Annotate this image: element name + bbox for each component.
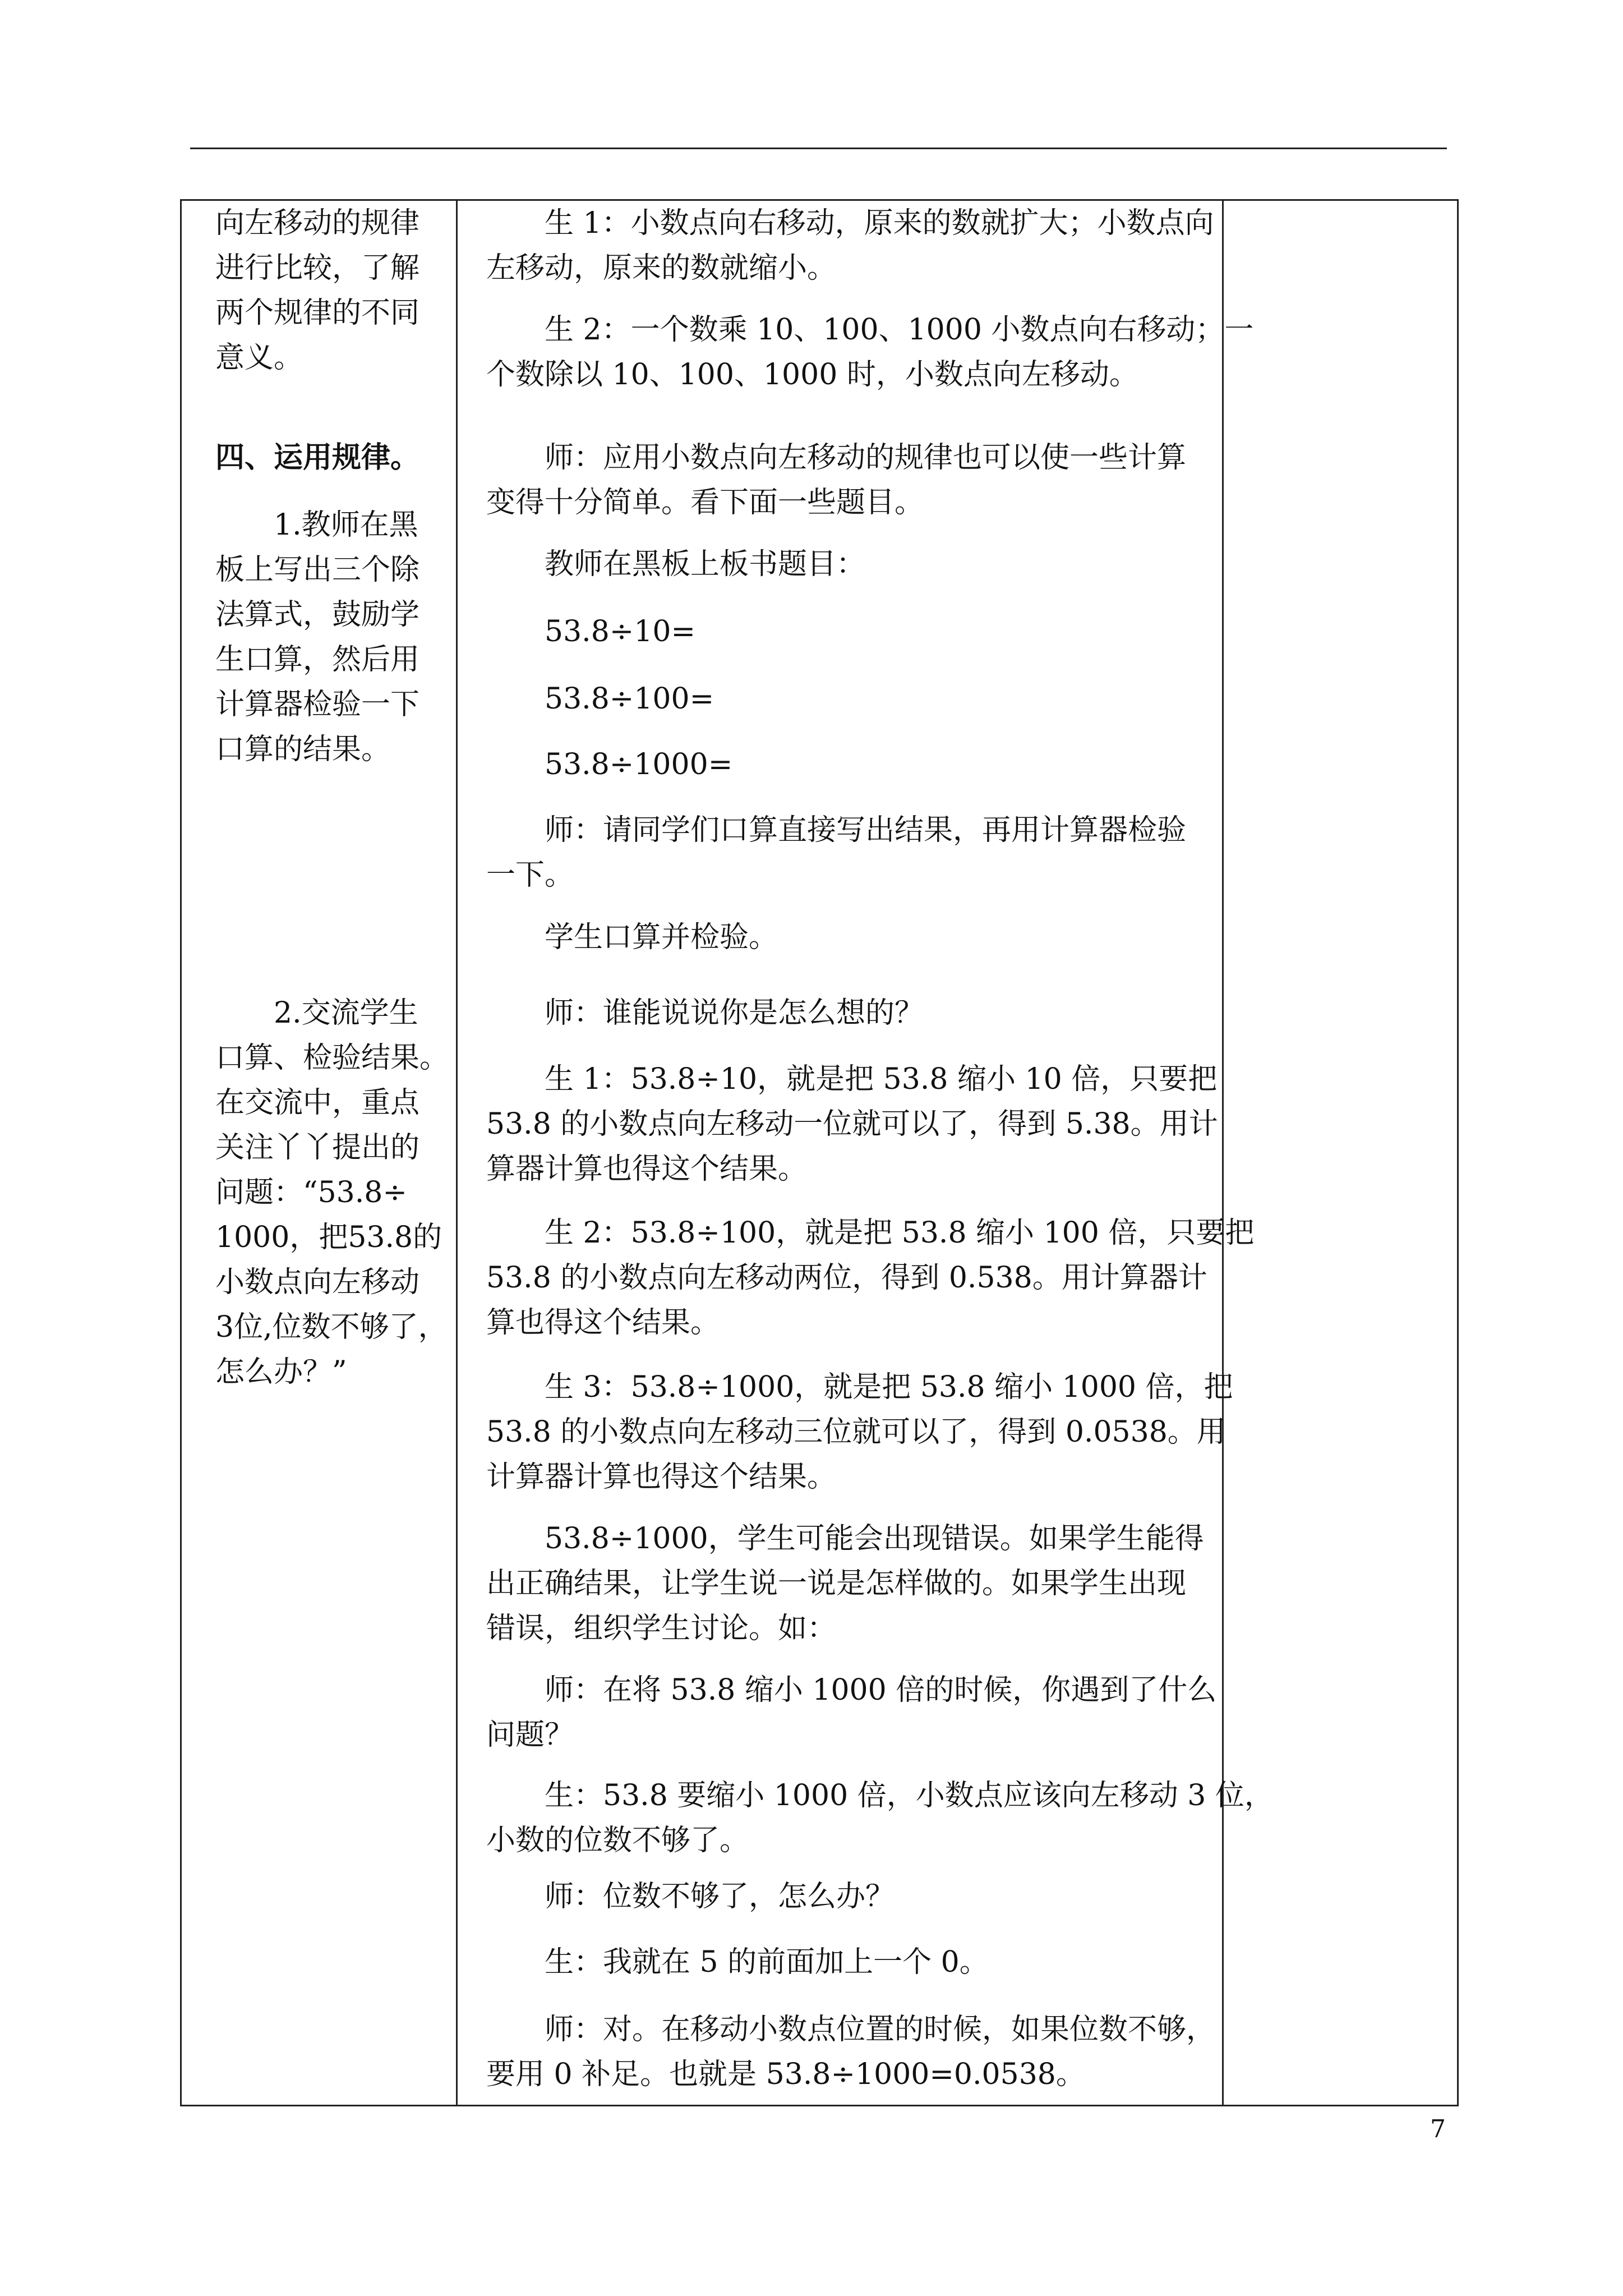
text-line: 师：应用小数点向左移动的规律也可以使一些计算 <box>545 441 1187 475</box>
text-line: 师：请同学们口算直接写出结果，再用计算器检验 <box>545 813 1187 847</box>
column-divider-1 <box>456 201 458 2105</box>
paragraph <box>486 808 1186 898</box>
text-line: 两个规律的不同 <box>215 296 420 330</box>
text-line: 变得十分简单。看下面一些题目。 <box>486 486 924 519</box>
page-number: 7 <box>1430 2115 1446 2143</box>
text-line: 53.8 的小数点向左移动两位，得到 0.538。用计算器计 <box>486 1261 1207 1295</box>
text-line: 1000，把53.8的 <box>215 1221 442 1254</box>
text-line: 算器计算也得这个结果。 <box>486 1152 808 1186</box>
lesson-table <box>180 199 1459 2106</box>
paragraph <box>486 1057 1218 1191</box>
text-line: 左移动，原来的数就缩小。 <box>486 251 837 285</box>
text-line: 生 2：53.8÷100，就是把 53.8 缩小 100 倍，只要把 <box>545 1216 1255 1250</box>
text-line: 小数的位数不够了。 <box>486 1824 749 1857</box>
left-block-3 <box>215 991 449 1395</box>
text-line: 意义。 <box>215 341 303 375</box>
text-line: 个数除以 10、100、1000 时，小数点向左移动。 <box>486 358 1138 392</box>
paragraph <box>486 1365 1233 1499</box>
text-line: 计算器计算也得这个结果。 <box>486 1460 837 1494</box>
text-line: 在交流中，重点 <box>215 1086 420 1120</box>
text-line: 向左移动的规律 <box>215 206 420 240</box>
paragraph: 师：谁能说说你是怎么想的？ <box>545 996 924 1030</box>
header-rule <box>190 148 1447 149</box>
left-block-1 <box>215 201 419 380</box>
left-block-2 <box>215 503 419 772</box>
paragraph <box>486 2007 1215 2097</box>
text-line: 口算、检验结果。 <box>215 1041 449 1075</box>
text-line: 53.8 的小数点向左移动一位就可以了，得到 5.38。用计 <box>486 1107 1218 1141</box>
text-line: 师：对。在移动小数点位置的时候，如果位数不够， <box>545 2013 1216 2046</box>
paragraph <box>486 1668 1216 1757</box>
text-line: 怎么办？” <box>215 1355 347 1389</box>
text-line: 算也得这个结果。 <box>486 1306 720 1340</box>
paragraph <box>486 1773 1274 1863</box>
text-line: 生 1：小数点向右移动，原来的数就扩大；小数点向 <box>545 206 1214 240</box>
text-line: 生 2：一个数乘 10、100、1000 小数点向右移动；一 <box>545 313 1254 347</box>
equation: 53.8÷1000= <box>545 748 733 781</box>
text-line: 计算器检验一下 <box>215 688 420 721</box>
text-line: 问题：“53.8÷ <box>215 1176 407 1209</box>
text-line: 进行比较，了解 <box>215 251 420 285</box>
section-title: 四、运用规律。 <box>215 440 420 475</box>
text-line: 3位,位数不够了， <box>215 1310 448 1344</box>
text-line: 生 1：53.8÷10，就是把 53.8 缩小 10 倍，只要把 <box>545 1062 1218 1096</box>
text-line: 2.交流学生 <box>274 996 418 1030</box>
paragraph <box>486 1516 1204 1651</box>
paragraph <box>486 1211 1254 1345</box>
text-line: 1.教师在黑 <box>274 508 418 542</box>
text-line: 生口算，然后用 <box>215 643 420 677</box>
paragraph: 师：位数不够了，怎么办？ <box>545 1880 895 1913</box>
text-line: 小数点向左移动 <box>215 1266 420 1299</box>
paragraph <box>486 435 1186 525</box>
text-line: 口算的结果。 <box>215 733 391 766</box>
equation: 53.8÷10= <box>545 615 696 648</box>
text-line: 53.8 的小数点向左移动三位就可以了，得到 0.0538。用 <box>486 1415 1226 1449</box>
paragraph <box>486 307 1253 397</box>
text-line: 出正确结果，让学生说一说是怎样做的。如果学生出现 <box>486 1567 1187 1600</box>
equation: 53.8÷100= <box>545 682 714 716</box>
paragraph: 教师在黑板上板书题目： <box>545 547 866 581</box>
text-line: 关注丫丫提出的 <box>215 1131 420 1165</box>
text-line: 问题？ <box>486 1718 574 1752</box>
text-line: 师：在将 53.8 缩小 1000 倍的时候，你遇到了什么 <box>545 1673 1217 1707</box>
paragraph <box>486 201 1214 291</box>
text-line: 板上写出三个除 <box>215 553 420 587</box>
paragraph: 学生口算并检验。 <box>545 921 778 954</box>
text-line: 错误，组织学生讨论。如： <box>486 1612 837 1645</box>
text-line: 生 3：53.8÷1000，就是把 53.8 缩小 1000 倍，把 <box>545 1370 1233 1404</box>
text-line: 要用 0 补足。也就是 53.8÷1000=0.0538。 <box>486 2058 1085 2091</box>
text-line: 法算式，鼓励学 <box>215 598 420 632</box>
paragraph: 生：我就在 5 的前面加上一个 0。 <box>545 1945 989 1979</box>
text-line: 一下。 <box>486 858 574 892</box>
text-line: 53.8÷1000，学生可能会出现错误。如果学生能得 <box>545 1522 1204 1556</box>
text-line: 生：53.8 要缩小 1000 倍，小数点应该向左移动 3 位， <box>545 1779 1274 1812</box>
